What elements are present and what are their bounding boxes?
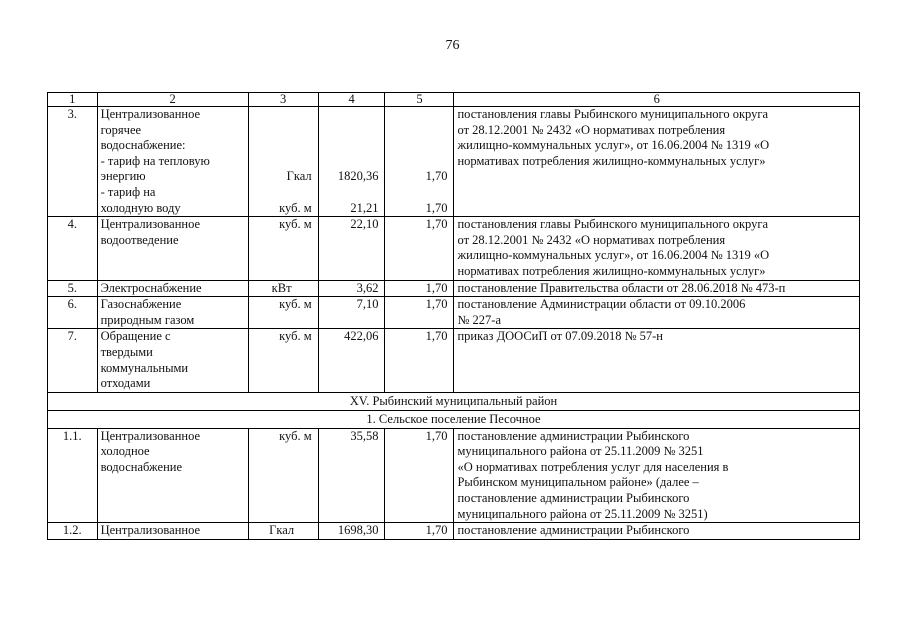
unit: кВт: [248, 280, 318, 297]
row-number: 5.: [48, 280, 98, 297]
norm-value: 7,10: [318, 297, 385, 329]
table-row: [48, 329, 860, 392]
table-row: [48, 297, 860, 329]
service-name: Централизованное: [97, 523, 248, 540]
unit: куб. м: [248, 217, 318, 280]
unit: Гкал: [248, 523, 318, 540]
table-row: [48, 107, 860, 217]
legal-basis: постановление администрации Рыбинского: [454, 523, 860, 540]
norm-value: 35,58: [318, 428, 385, 523]
service-name: Обращение с твердыми коммунальными отходами: [97, 329, 248, 392]
legal-basis: постановление Правительства области от 28.06.2018 № 473-п: [454, 280, 860, 297]
row-number: 3.: [48, 107, 98, 217]
table-row: [48, 280, 860, 297]
service-name: Электроснабжение: [97, 280, 248, 297]
header-cell: 3: [248, 93, 318, 107]
header-row: [48, 93, 860, 107]
unit: Гкал куб. м: [248, 107, 318, 217]
legal-basis: постановления главы Рыбинского муниципального округа от 28.12.2001 № 2432 «О нормативах потребления жилищно-коммунальных услуг», от 16.06.2004 № 1319 «О нормативах потребления жилищно-коммунальных услуг»: [454, 217, 860, 280]
norm-value: 1820,36 21,21: [318, 107, 385, 217]
unit: куб. м: [248, 428, 318, 523]
table-row: [48, 523, 860, 540]
subsection-row: [48, 410, 860, 428]
coefficient: 1,70: [385, 428, 454, 523]
row-number: 1.2.: [48, 523, 98, 540]
norm-value: 1698,30: [318, 523, 385, 540]
legal-basis: постановления главы Рыбинского муниципального округа от 28.12.2001 № 2432 «О нормативах потребления жилищно-коммунальных услуг», от 16.06.2004 № 1319 «О нормативах потребления жилищно-коммунальных услуг»: [454, 107, 860, 217]
coefficient: 1,70: [385, 329, 454, 392]
legal-basis: постановление администрации Рыбинского муниципального района от 25.11.2009 № 3251 «О нормативах потребления услуг для населения в Рыбинском муниципальном районе» (далее – постановление администрации Рыбинского муниципального района от 25.11.2009 № 3251): [454, 428, 860, 523]
legal-basis: приказ ДООСиП от 07.09.2018 № 57-н: [454, 329, 860, 392]
header-cell: 5: [385, 93, 454, 107]
unit: куб. м: [248, 329, 318, 392]
row-number: 6.: [48, 297, 98, 329]
table-row: [48, 217, 860, 280]
service-name: Газоснабжение природным газом: [97, 297, 248, 329]
legal-basis: постановление Администрации области от 09.10.2006 № 227-а: [454, 297, 860, 329]
norm-value: 22,10: [318, 217, 385, 280]
coefficient: 1,70: [385, 280, 454, 297]
coefficient: 1,70: [385, 523, 454, 540]
tariff-table: [47, 92, 860, 540]
service-name: Централизованное холодное водоснабжение: [97, 428, 248, 523]
row-number: 7.: [48, 329, 98, 392]
coefficient: 1,70: [385, 297, 454, 329]
page-number: 76: [445, 38, 460, 53]
header-cell: 4: [318, 93, 385, 107]
header-cell: 6: [454, 93, 860, 107]
service-name: Централизованное водоотведение: [97, 217, 248, 280]
table-row: [48, 428, 860, 523]
subsection-title: 1. Сельское поселение Песочное: [48, 410, 860, 428]
section-row: [48, 392, 860, 410]
norm-value: 3,62: [318, 280, 385, 297]
unit: куб. м: [248, 297, 318, 329]
row-number: 4.: [48, 217, 98, 280]
coefficient: 1,70 1,70: [385, 107, 454, 217]
header-cell: 1: [48, 93, 98, 107]
norm-value: 422,06: [318, 329, 385, 392]
section-title: XV. Рыбинский муниципальный район: [48, 392, 860, 410]
header-cell: 2: [97, 93, 248, 107]
coefficient: 1,70: [385, 217, 454, 280]
service-name: Централизованное горячее водоснабжение: - тариф на тепловую энергию - тариф на холодную воду: [97, 107, 248, 217]
row-number: 1.1.: [48, 428, 98, 523]
